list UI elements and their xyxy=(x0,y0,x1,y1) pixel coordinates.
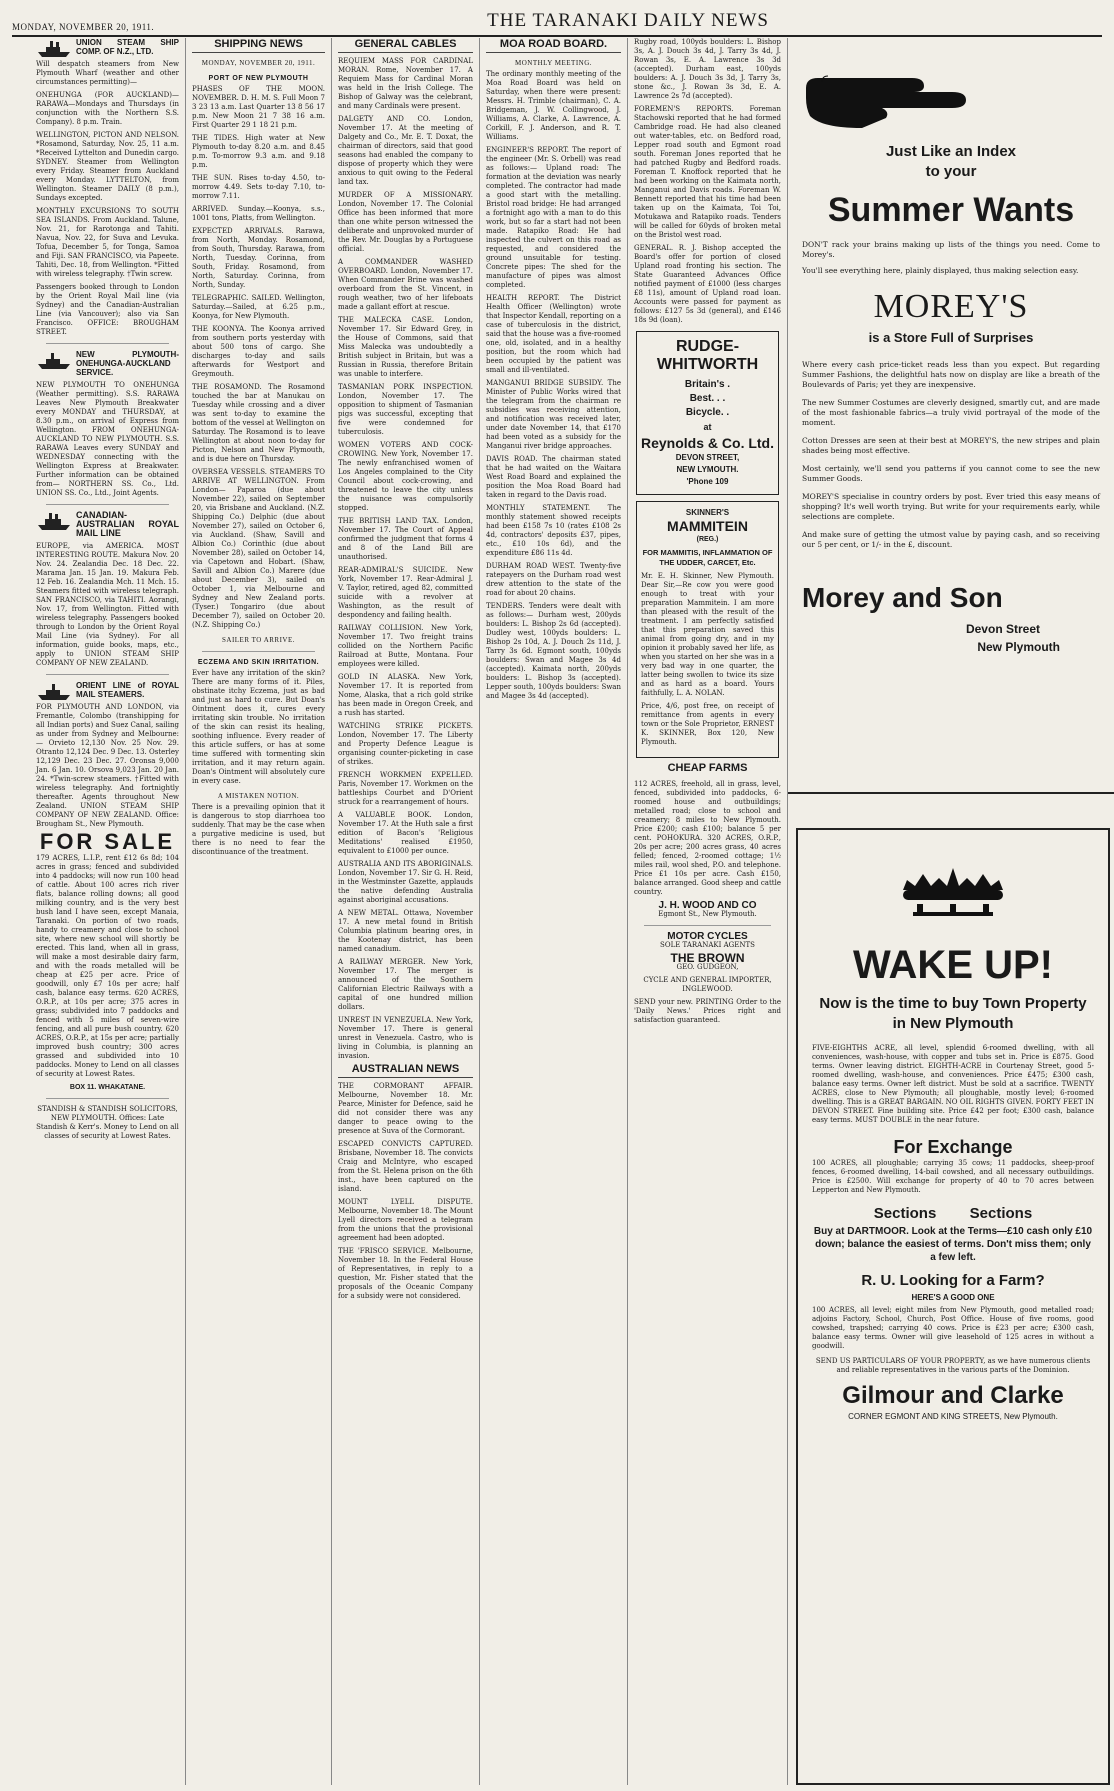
motor-sub: SOLE TARANAKI AGENTS xyxy=(660,941,755,949)
moa-heading: MOA ROAD BOARD. xyxy=(486,40,621,53)
index-line-1: Just Like an Index xyxy=(885,143,1017,160)
morey-paragraph: You'll see everything here, plainly displayed, thus making selection easy. xyxy=(802,266,1079,275)
mammitein-subtitle: FOR MAMMITIS, INFLAMMATION OF THE UDDER, CARCET, Etc. xyxy=(642,548,773,567)
davis-road: DAVIS ROAD. The chairman stated that he had waited on the Waitara West Road Board and explained the position the Moa Road Board had taken in regard to the Davis road. xyxy=(486,455,621,499)
issue-date: MONDAY, NOVEMBER 20, 1911. xyxy=(12,22,155,32)
telegraphic: TELEGRAPHIC. SAILED. Wellington, Saturday.—Sailed, at 6.25 p.m., Koonya, for New Plymouth. xyxy=(192,294,325,320)
morey-street: Devon Street xyxy=(965,622,1040,636)
oversea-vessels: OVERSEA VESSELS. STEAMERS TO ARRIVE AT WELLINGTON. From London— Paparoa (due about November 22), sailed on September 20, via Brisbane and Auckland. (N.Z. Shipping Co.) Delphic (due about November 27), sailed on October 6, via Auckland. (Shaw, Savill and Albion Co.) Corinthic (due about November 28), sailed on October 14, via Capetown and Hobart. (Shaw, Savill and Albion Co.) Marere (due about December 3), sailed on October 1, via Melbourne and Sydney and New Zealand ports. (Tyser.) Tongariro (due about December 7), sailed on October 20. (N.Z. Shipping Co.) xyxy=(192,468,325,629)
mammitein-title: MAMMITEIN xyxy=(667,518,748,534)
mistaken-body: There is a prevailing opinion that it is dangerous to stop diarrhoea too suddenly. That may be the case when a purgative medicine is used, but there is no need to fear the discontinuance of the treatment. xyxy=(192,803,325,856)
onehunga-service: ONEHUNGA (FOR AUCKLAND)— RARAWA—Mondays and Thursdays (in conjunction with the Northern S.S. Company). 8 p.m. Train. xyxy=(36,91,179,126)
eczema-heading: ECZEMA AND SKIN IRRITATION. xyxy=(197,659,320,666)
engineer-report: ENGINEER'S REPORT. The report of the engineer (Mr. S. Orbell) was read as follows:— Upland road: The formation at the deviation was nearly completed. The contractor had made a good start with the metalling. Bristol road bridge: He had arranged a fortnight ago with a man to do this work, but so far a start had not been made. Ratapiko Road: He had inspected the culvert on this road as requested, and considered the ground unsuitable for testing. Concrete pipes: The shed for the manufacture of pipes was almost completed. xyxy=(486,146,621,289)
morey-paragraph: Where every cash price-ticket reads less than you expect. But regarding Summer Fashions, the delightful hats now on display are like a breath of the Boulevards of Paris; yet they are inexpensive. xyxy=(802,360,1100,389)
steamship-icon xyxy=(36,681,72,701)
aus-cormorant: THE CORMORANT AFFAIR. Melbourne, November 18. Mr. Pearce, Minister for Defence, said he did not consider there was any danger to peace owing to the presence at Suva of the Cormorant. xyxy=(338,1082,473,1135)
gilmour-clarke: Gilmour and Clarke xyxy=(842,1382,1064,1409)
moa-intro: The ordinary monthly meeting of the Moa Road Board was held on Saturday, when there were present: Messrs. H. Trimble (chairman), C. A. Bridgeman, J. W. Collingwood, J. Williams, A. Clarke, A. Lawrence, A. Corkill, F. J. Anderson, and R. T. Williams. xyxy=(486,70,621,141)
shipping-date: MONDAY, NOVEMBER 20, 1911. xyxy=(201,59,316,67)
cable-venezuela: UNREST IN VENEZUELA. New York, November 17. There is general unrest in Venezuela. Castro, who is living in Columbia, is planning an invasion. xyxy=(338,1016,473,1060)
rudge-phone: 'Phone 109 xyxy=(686,477,729,486)
sun-times: THE SUN. Rises to-day 4.50, to-morrow 4.49. Sets to-day 7.10, to-morrow 7.11. xyxy=(192,174,325,200)
cable-suicide: REAR-ADMIRAL'S SUICIDE. New York, November 17. Rear-Admiral J. V. Taylor, retired, aged 82, committed suicide with a revolver at Washington, as the result of despondency and failing health. xyxy=(338,566,473,619)
masthead xyxy=(12,6,1102,37)
farm-question-sub: HERE'S A GOOD ONE xyxy=(911,1293,995,1302)
cable-pork: TASMANIAN PORK INSPECTION. London, November 17. The opposition to shipment of Tasmanian pigs was successful, excepting that five were condemned for tuberculosis. xyxy=(338,383,473,436)
cable-railway: RAILWAY COLLISION. New York, November 17. Two freight trains collided on the Northern Pacific Railroad at Butte, Montana. Four employees were killed. xyxy=(338,624,473,668)
motor-cycles-heading: MOTOR CYCLES xyxy=(667,931,748,942)
cable-book: A VALUABLE BOOK. London, November 17. At the Huth sale a first edition of Bacon's 'Religious Meditations' realised £1950, equivalent to £1000 per ounce. xyxy=(338,811,473,855)
moreys-ad xyxy=(788,38,1114,794)
morey-and-son: Morey and Son xyxy=(802,582,1003,613)
skinner-label: SKINNER'S xyxy=(685,508,730,517)
gilmour-address: CORNER EGMONT AND KING STREETS, New Plymouth. xyxy=(848,1412,1058,1421)
morey-paragraph: MOREY'S specialise in country orders by post. Ever tried this easy means of shopping? It's well worth trying. But write for your requirements early, while selections are complete. xyxy=(802,492,1100,521)
buy-property-line: Now is the time to buy Town Property in New Plymouth xyxy=(819,995,1087,1032)
cable-merger: A RAILWAY MERGER. New York, November 17. The merger is announced of the Southern Californian Electric Railways with a capital of one hundred million dollars. xyxy=(338,958,473,1011)
index-line-2: to your xyxy=(925,163,977,180)
for-sale-heading: FOR SALE xyxy=(39,829,176,854)
printing-ad: SEND your new. PRINTING Order to the 'Daily News.' Prices right and satisfaction guaranteed. xyxy=(634,998,781,1024)
cable-french: FRENCH WORKMEN EXPELLED. Paris, November 17. Workmen on the battleships Courbet and D'Orient struck for a rearrangement of hours. xyxy=(338,771,473,806)
cable-strike: WATCHING STRIKE PICKETS. London, November 17. The Liberty and Property Defence League is organising counter-picketing in case of strikes. xyxy=(338,722,473,766)
wellington-service: WELLINGTON, PICTON AND NELSON. *Rosamond, Saturday, Nov. 25, 11 a.m. *Received Lyttelton and Dunedin cargo. SYDNEY. Steamer from Wellington every Friday. Steamer from Auckland every Monday. LYTTELTON, from Wellington. Steamer DAILY (8 p.m.), Sundays excepted. xyxy=(36,131,179,202)
arrived: ARRIVED. Sunday.—Koonya, s.s., 1001 tons, Platts, from Wellington. xyxy=(192,205,325,222)
morey-paragraph: The new Summer Costumes are cleverly designed, smartly cut, and are made of the most fashionable fabrics—a truly vivid portrayal of the mode of the moment. xyxy=(802,398,1100,427)
cable-women: WOMEN VOTERS AND COCK-CROWING. New York, November 17. The newly enfranchised women of Los Angeles complained to the City Council about cock-crowing, and threatened to leave the city unless the nuisance was compulsorily stopped. xyxy=(338,441,473,512)
sailer-heading: SAILER TO ARRIVE. xyxy=(222,636,295,644)
cable-requiem: REQUIEM MASS FOR CARDINAL MORAN. Rome, November 17. A Requiem Mass for Cardinal Moran was held in the Irish College. The Bishop of Galway was the celebrant, and many Cardinals were present. xyxy=(338,57,473,110)
cable-metal: A NEW METAL. Ottawa, November 17. A new metal found in British Columbia platinum bearing ores, in the Kootenay district, has been named canadium. xyxy=(338,909,473,953)
cable-murder: MURDER OF A MISSIONARY. London, November 17. The Colonial Office has been informed that more than one white person witnessed the deliberate and unprovoked murder of the Rev. Mr. Douglas by a Portuguese official. xyxy=(338,191,473,253)
property-listings: FIVE-EIGHTHS ACRE, all level, splendid 6-roomed dwelling, with all conveniences, wash-house, with copper and tubs set in. Price is £875. Good terms. Owner leaving district. EIGHTH-ACRE in Courtenay Street, good 5-roomed dwelling, wash-house, and conveniences. Price £475; £300 cash, balance easy terms. Owner left district. Must be sold at a sacrifice. TWENTY ACRES, close to New Plymouth; all ploughable, mostly level; 6-roomed dwelling. This is a GREAT BARGAIN. NO OIL RIGHTS GIVEN. FORTY FEET IN DEVON STREET. Fine building site. Price £42 per foot; £300 cash, balance easy terms. MUST DOUBLE in the near future. xyxy=(812,1044,1094,1124)
rudge-at: at xyxy=(703,422,712,432)
cheap-farms-body: 112 ACRES, freehold, all in grass, level, fenced, subdivided into paddocks, 6-roomed house and outbuildings; metalled road; close to school and creamery; 8 miles to New Plymouth. Price £200; cash £100; balance 5 per cent. POHOKURA. 320 ACRES, O.R.P., 20s per acre; 200 acres grass, 40 acres felled; fenced, 2-roomed cottage; 1½ miles rail, wool shed, P.O. and telephone. Price £1 10s per acre. Cash £150, balance arranged. Good sheep and cattle country. xyxy=(634,780,781,896)
moreys-name: MOREY'S xyxy=(873,288,1029,325)
foremen-reports: FOREMEN'S REPORTS. Foreman Stachowski reported that he had formed Cambridge road. He had also cleaned out water-tables, etc. on Bedford road, Lepper road south and Egmont road south. Foreman Jones reported that he had patched Rugby and Bedford roads. Foreman T. Knoffock reported that he had been working on the Kaimata north, Manganui and Davis roads. Foreman W. Bennett reported that his time had been taken up on the Kaimata, Toi Toi, Motukawa and Ratapiko roads. Tenders will be called for 60yds of broken metal on the Bristol west road. xyxy=(634,105,781,239)
australian-news-heading: AUSTRALIAN NEWS xyxy=(338,1065,473,1078)
morey-town: New Plymouth xyxy=(977,640,1060,654)
canadian-title: CANADIAN-AUSTRALIAN ROYAL MAIL LINE xyxy=(76,510,179,538)
cable-aborigines: AUSTRALIA AND ITS ABORIGINALS. London, November 17. Sir G. H. Reid, in the Westminster Gazette, applauds the native defending Australia against aboriginal accusations. xyxy=(338,860,473,904)
expected-arrivals: EXPECTED ARRIVALS. Rarawa, from North, Monday. Rosamond, from South, Thursday. Rarawa, from North, Tuesday. Corinna, from South, Friday. Rosamond, from North, Saturday. Corinna, from North, Sunday. xyxy=(192,227,325,289)
tenders-cont: Rugby road, 100yds boulders: L. Bishop 3s, A. J. Douch 3s 4d, J. Tarry 3s 4d, J. Rowan 3s, E. A. Lawrence 3s 3d (accepted). Durham east, 100yds boulders: A. J. Douch 3s 3d, J. Tarry 3s, stone &c., J. Rowan 3s 3d, E. A. Lawrence 2s 7d (accepted). xyxy=(634,38,781,100)
cycle-importer: CYCLE AND GENERAL IMPORTER, INGLEWOOD. xyxy=(643,976,772,993)
rudge-line: Britain's . xyxy=(684,379,731,390)
tenders: TENDERS. Tenders were dealt with as follows:— Durham west, 200yds boulders: L. Bishop 2s 6d (accepted). Dudley west, 100yds boulders: L. Bishop 2s 10d, A. J. Douch 2s 11d, J. Tarry 3s 6d. Egmont south, 100yds boulders: Swan and Magee 3s 4d (accepted). Kaimata north, 200yds boulders: L. Bishop 3s (accepted). Lepper south, 100yds boulders: Swan and Magee 3s 4d (accepted). xyxy=(486,602,621,700)
morey-paragraph: DON'T rack your brains making up lists of the things you need. Come to Morey's. xyxy=(802,240,1100,259)
brown-title: THE BROWN xyxy=(670,951,745,965)
sections-heading: Sections Sections xyxy=(873,1205,1033,1222)
gudgeon: GEO. GUDGEON, xyxy=(676,963,739,971)
morey-paragraph: Most certainly, we'll send you patterns if you cannot come to see the new Summer Goods. xyxy=(802,464,1100,483)
rudge-line: Best. . . xyxy=(689,393,726,404)
aus-convicts: ESCAPED CONVICTS CAPTURED. Brisbane, November 18. The convicts Craig and McIntyre, who escaped from the St. Helena prison on the 6th inst., have been captured on the island. xyxy=(338,1140,473,1193)
orient-body: FOR PLYMOUTH AND LONDON, via Fremantle, Colombo (transhipping for all Indian ports) and Suez Canal, sailing as under from Sydney and Melbourne:— Orvieto 12,130 Nov. 25 Nov. 29. Otranto 12,124 Dec. 9 Dec. 13. Osterley 12,129 Dec. 23 Dec. 27. Oronsa 9,000 Jan. 6 Jan. 10. Orsova 9,023 Jan. 20 Jan. 24. *Twin-screw steamers. †Fitted with wireless telegraphy. And fortnightly thereafter. Agents throughout New Zealand. UNION STEAM SHIP COMPANY OF NEW ZEALAND. Office: Brougham St., New Plymouth. xyxy=(36,703,179,828)
np-service-title: NEW PLYMOUTH-ONEHUNGA-AUCKLAND SERVICE. xyxy=(76,350,179,377)
for-sale-body: 179 ACRES, L.I.P., rent £12 6s 8d; 104 acres in grass; fenced and subdivided into 4 paddocks; will now run 100 head of cattle. About 100 acres rich river flats, balance rolling downs; all good milking country, and is the very best bush land I have seen, except Manaia, Taranaki. On portion of two roads, handy to creamery and close to school site, where new school will shortly be erected. This land, when all in grass, will make a most desirable dairy farm, and with the roads metalled will be cheap at £25 per acre. Price of goodwill, only £7 10s per acre; half cash, balance easy terms. 620 ACRES, O.R.P., at 10s per acre; 375 acres in grass; subdivided into 7 paddocks and fenced with 5 miles of seven-wire fencing, and all pure bush country. 620 ACRES, O.R.P., at 15s per acre; partially improved bush country; 300 acres grassed and subdivided into 10 paddocks. Money to Lend on all classes of security at Lowest Rates. xyxy=(36,854,179,1078)
solicitors-ad: STANDISH & STANDISH SOLICITORS, NEW PLYMOUTH. Offices: Late Standish & Kerr's. Money to Lend on all classes of security at Lowest Rates. xyxy=(36,1105,179,1140)
column-general-cables xyxy=(332,38,480,1785)
union-title: UNION STEAM SHIP COMP. OF N.Z., LTD. xyxy=(76,38,179,56)
moon-phases: PHASES OF THE MOON. NOVEMBER. D. H. M. S. Full Moon 7 3 23 13 a.m. Last Quarter 13 8 56 17 p.m. New Moon 21 7 38 16 a.m. First Quarter 29 1 18 21 p.m. xyxy=(192,85,325,129)
steamship-icon xyxy=(36,511,72,531)
koonya-report: THE KOONYA. The Koonya arrived from southern ports yesterday with about 500 tons of cargo. She discharges to-day and sails afterwards for Westport and Greymouth. xyxy=(192,325,325,378)
column-ads-middle xyxy=(628,38,788,1785)
mammitein-price: Price, 4/6, post free, on receipt of remittance from agents in every town or the Sole Proprietor, ERNEST K. SKINNER, Box 120, New Plymouth. xyxy=(641,702,774,746)
monthly-statement: MONTHLY STATEMENT. The monthly statement showed receipts had been £158 7s 10 (rates £108 2s 4d, contractors' deposits £37, pipes, etc., £10 10s 6d), and the expenditure £86 11s 4d. xyxy=(486,504,621,557)
cable-landtax: THE BRITISH LAND TAX. London, November 17. The Court of Appeal confirmed the judgment that forms 4 and 8 of the Land Bill are unauthorised. xyxy=(338,517,473,561)
reg-label: (REG.) xyxy=(696,536,719,543)
rudge-whitworth-ad xyxy=(636,331,779,495)
paper-title: THE TARANAKI DAILY NEWS xyxy=(487,10,770,31)
wake-up-ad xyxy=(796,828,1110,1785)
farm-question: R. U. Looking for a Farm? xyxy=(861,1272,1045,1289)
rudge-firm: Reynolds & Co. Ltd. xyxy=(641,435,774,451)
exchange-heading: For Exchange xyxy=(893,1137,1013,1157)
rosamond-report: THE ROSAMOND. The Rosamond touched the bar at Manukau on Tuesday while crossing and a diver was sent to-day to examine the bottom of the vessel at Wellington on Saturday. The Rosamond is to leave Wellington at about noon to-day for Picton, Nelson and New Plymouth, and is due here on Thursday. xyxy=(192,383,325,463)
column-moa-road-board xyxy=(480,38,628,1785)
testimonial-letter: Mr. E. H. Skinner, New Plymouth. Dear Sir,—Re cow you were good enough to treat with your preparation Mammitein. I am more than pleased with the result of the treatment. I am perfectly satisfied that this preparation saved this animal from going dry, and in my opinion it probably saved her life, as when you started on her she was in a very bad way in one quarter, the latter being swollen to twice its size and as hard as a board. Yours faithfully, L. A. NOLAN. xyxy=(641,572,774,697)
aus-lyell: MOUNT LYELL DISPUTE. Melbourne, November 18. The Mount Lyell directors received a telegram from the unions that the provisional agreement had been adopted. xyxy=(338,1198,473,1242)
manganui-subsidy: MANGANUI BRIDGE SUBSIDY. The Minister of Public Works wired that the telegram from the chairman re subsidies was receiving attention, and notification was received later, under date November 14, that £170 had been voted as a subsidy for the Manganui river bridge approaches. xyxy=(486,379,621,450)
pointing-hand-icon xyxy=(802,68,972,132)
cable-malecka: THE MALECKA CASE. London, November 17. Sir Edward Grey, in the House of Commons, said that Miss Malecka was undoubtedly a British subject in Britain, but was a Russian in Russia, therefore Britain was unable to interfere. xyxy=(338,316,473,378)
morey-paragraph: Cotton Dresses are seen at their best at MOREY'S, the new stripes and plain shades being most effective. xyxy=(802,436,1100,455)
union-body: Will despatch steamers from New Plymouth Wharf (weather and other circumstances permitting)— xyxy=(36,60,179,86)
dartmoor-line: Buy at DARTMOOR. Look at the Terms—£10 cash only £10 down; balance the easiest of terms. Don't miss them; only a few left. xyxy=(813,1226,1093,1263)
eczema-body: Ever have any irritation of the skin? There are many forms of it. Piles, obstinate itchy Eczema, just as bad and just as hard to cure. But Doan's Ointment does it, cures every irritating skin trouble. No irritation of the skin can resist its healing, soothing influence. Every reader of this article suffers, or has at some time suffered with tormenting skin irritation, and it may return again. Doan's Ointment will absolutely cure in every case. xyxy=(192,669,325,785)
wood-address: Egmont St., New Plymouth. xyxy=(658,910,757,918)
farm-listing: 100 ACRES, all level; eight miles from New Plymouth, good metalled road; adjoins Factory, School, Church, Post Office. House of five rooms, good cowshed, trapshed; carrying 40 cows. Price is £23 per acre; £300 cash, balance easy terms. Owner will give leasehold of 125 acres in without a goodwill. xyxy=(812,1306,1094,1350)
aus-frisco: THE 'FRISCO SERVICE. Melbourne, November 18. In the Federal House of Representatives, in reply to a question, Mr. Fisher stated that the proposals of the Oceanic Company for a subsidy were not considered. xyxy=(338,1247,473,1300)
surprises-line: is a Store Full of Surprises xyxy=(868,330,1034,345)
mistaken-heading: A MISTAKEN NOTION. xyxy=(217,792,300,800)
shipping-news-heading: SHIPPING NEWS xyxy=(192,40,325,53)
general-notes: GENERAL. R. J. Bishop accepted the Board's offer for portion of closed Upland road fronting his section. The State Guaranteed Advances Office notified payment of £1000 (less charges £8 11s), amount of Upland road loan. Accounts were passed for payment as follows: £127 5s 3d (general), and £146 18s 9d (loan). xyxy=(634,244,781,324)
wood-firm: J. H. WOOD AND CO xyxy=(658,900,757,911)
rudge-address: DEVON STREET, xyxy=(675,453,740,462)
general-cables-heading: GENERAL CABLES xyxy=(338,40,473,53)
steamship-icon xyxy=(36,38,72,58)
cheap-farms-heading: CHEAP FARMS xyxy=(667,762,748,774)
summer-wants: Summer Wants xyxy=(827,191,1075,229)
passengers-note: Passengers booked through to London by the Orient Royal Mail line (via Sydney) and the Canadian-Australian Line (via Vancouver); also via San Francisco. OFFICE: BROUGHAM STREET. xyxy=(36,283,179,336)
tides: THE TIDES. High water at New Plymouth to-day 8.20 a.m. and 8.45 p.m. To-morrow 9.3 a.m. and 9.18 p.m. xyxy=(192,134,325,169)
health-report: HEALTH REPORT. The District Health Officer (Wellington) wrote that Inspector Kendall, reporting on a case of tuberculosis in the district, said that the house was a five-roomed one, old, isolated, and in a healthy position, but the room which had been occupied by the patient was small and ill-ventilated. xyxy=(486,294,621,374)
wake-up-heading: WAKE UP! xyxy=(853,943,1053,987)
send-particulars: SEND US PARTICULARS OF YOUR PROPERTY, as we have numerous clients and reliable representatives in the various parts of the Dominion. xyxy=(815,1357,1091,1374)
port-heading: PORT OF NEW PLYMOUTH xyxy=(208,75,309,82)
orient-title: ORIENT LINE of ROYAL MAIL STEAMERS. xyxy=(76,681,179,699)
steamship-icon xyxy=(36,350,72,370)
cable-commander: A COMMANDER WASHED OVERBOARD. London, November 17. When Commander Brine was washed overboard from the St. Vincent, in rough weather, two of her lifeboats made a gallant effort at rescue. xyxy=(338,258,473,311)
crown-icon xyxy=(893,860,1013,920)
moa-subheading: MONTHLY MEETING. xyxy=(514,59,593,67)
agent-box: BOX 11. WHAKATANE. xyxy=(69,1084,146,1091)
excursions: MONTHLY EXCURSIONS TO SOUTH SEA ISLANDS. From Auckland. Talune, Nov. 21, for Rarotonga and Tahiti. Navua, Nov. 22, for Suva and Levuka. Tofua, December 5, for Tonga, Samoa and Fiji. SAN FRANCISCO, via Papeete. Tahiti, Dec. 18, from Wellington. *Fitted with wireless telegraphy. †Twin screw. xyxy=(36,207,179,278)
np-service-body: NEW PLYMOUTH TO ONEHUNGA (Weather permitting). S.S. RARAWA Leaves New Plymouth Breakwater every MONDAY and THURSDAY, at 8.30 p.m., on arrival of Express from Wellington. FROM ONEHUNGA-AUCKLAND TO NEW PLYMOUTH. S.S. RARAWA Leaves every SUNDAY and WEDNESDAY connecting with the Wellington Express at Breakwater. Further information can be obtained from— NORTHERN SS. Co., Ltd. UNION SS. Co., Ltd., Joint Agents. xyxy=(36,381,179,497)
cable-gold: GOLD IN ALASKA. New York, November 17. It is reported from Nome, Alaska, that a rich gold strike has been made in Oregon Creek, and a rush has started. xyxy=(338,673,473,717)
column-shipping-ads xyxy=(30,38,186,1785)
rudge-title: RUDGE-WHITWORTH xyxy=(656,338,759,373)
column-display-ads xyxy=(788,38,1114,1785)
exchange-body: 100 ACRES, all ploughable; carrying 35 cows; 11 paddocks, sheep-proof fences, 6-roomed dwelling, 14-bail cowshed, and all necessary outbuildings. Price is £2500. Will exchange for property of 40 to 70 acres between Lepperton and New Plymouth. xyxy=(812,1159,1094,1194)
column-shipping-news xyxy=(186,38,332,1785)
canadian-body: EUROPE, via AMERICA. MOST INTERESTING ROUTE. Makura Nov. 20 Nov. 24. Zealandia Dec. 18 Dec. 22. Marama Jan. 15 Jan. 19. Makura Feb. 12 Feb. 16. Zealandia Mch. 11 Mch. 15. Steamers fitted with wireless telegraph. SAN FRANCISCO, via TAHITI. Aorangi, Nov. 17, from Wellington. Fitted with wireless telegraphy. Passengers booked through to London by the Orient Royal Mail Line (via Sydney). For all information, guide books, maps, etc., apply to UNION STEAM SHIP COMPANY OF NEW ZEALAND. xyxy=(36,542,180,667)
mammitein-ad xyxy=(636,501,779,758)
durham-road: DURHAM ROAD WEST. Twenty-five ratepayers on the Durham road west drew attention to the state of the road for about 20 chains. xyxy=(486,562,621,597)
rudge-line: Bicycle. . xyxy=(685,407,730,418)
rudge-address: NEW LYMOUTH. xyxy=(676,465,739,474)
morey-paragraph: And make sure of getting the utmost value by paying cash, and so receiving our 5 per cent, or 1/- in the £, discount. xyxy=(802,530,1100,549)
cable-dalgety: DALGETY AND CO. London, November 17. At the meeting of Dalgety and Co., Mr. E. T. Doxat, the chairman of directors, said that good seasons had enabled the company to dispose of property which they were anxious to quit owing to the Federal land tax. xyxy=(338,115,473,186)
